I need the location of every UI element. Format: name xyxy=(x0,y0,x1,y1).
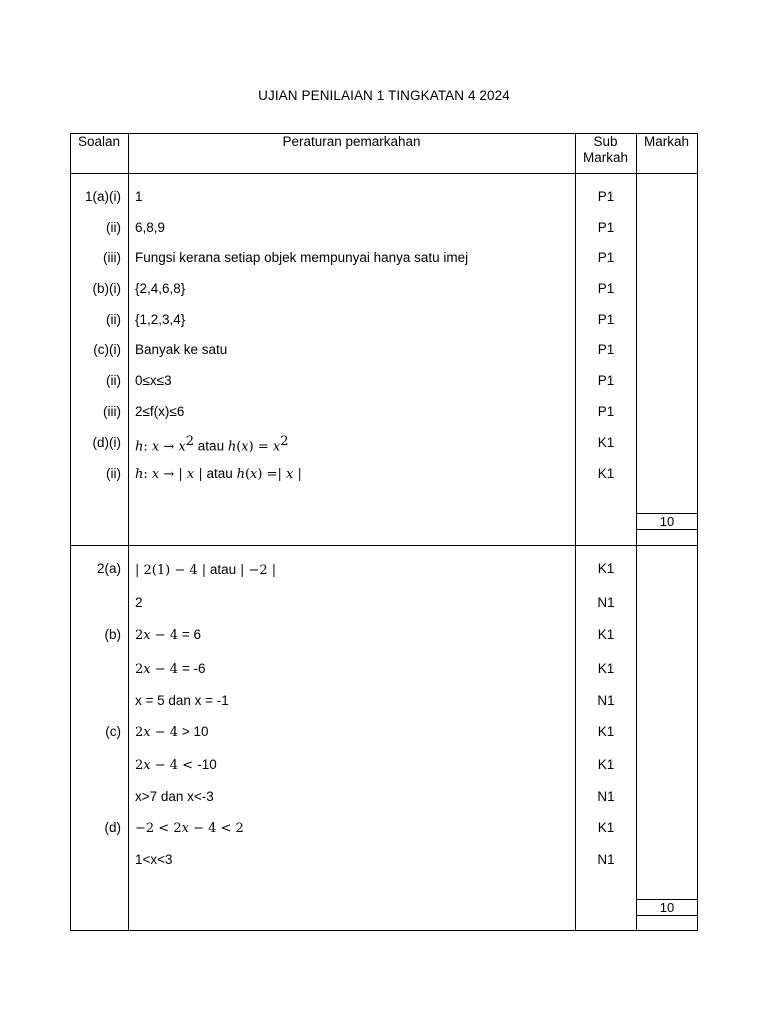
answer-formula: −2 < 2x − 4 < 2 xyxy=(135,821,244,836)
question-number: (d) xyxy=(104,820,121,835)
sub-mark: K1 xyxy=(597,435,615,450)
question-number: (b) xyxy=(104,627,121,642)
sub-mark: P1 xyxy=(597,342,615,357)
question-number: (c)(i) xyxy=(93,342,121,357)
page-title: UJIAN PENILAIAN 1 TINGKATAN 4 2024 xyxy=(258,88,510,103)
sub-mark: K1 xyxy=(597,466,615,481)
table-border-right xyxy=(697,133,698,931)
total-box-line xyxy=(636,529,698,530)
answer: 0≤x≤3 xyxy=(135,373,172,388)
total-mark: 10 xyxy=(659,900,675,915)
header-sub: Sub xyxy=(593,134,618,149)
answer: Fungsi kerana setiap objek mempunyai hanya satu imej xyxy=(135,250,469,265)
atau-label: atau xyxy=(197,438,225,454)
question-number: (ii) xyxy=(106,220,121,235)
atau-label: atau xyxy=(206,466,233,481)
question-number: (d)(i) xyxy=(92,435,121,450)
answer: x>7 dan x<-3 xyxy=(135,789,214,804)
header-soalan: Soalan xyxy=(77,134,121,149)
answer: {1,2,3,4} xyxy=(135,312,186,327)
answer-formula: h: $x \to x^2$ atau $h(x) = x^2$ xyxy=(135,434,289,455)
sub-mark: P1 xyxy=(597,404,615,419)
header-divider xyxy=(70,173,698,174)
question-number: 1(a)(i) xyxy=(85,189,121,204)
col-divider-3 xyxy=(636,133,637,931)
question-number: (b)(i) xyxy=(92,281,121,296)
answer: 1 xyxy=(135,189,143,204)
sub-mark: K1 xyxy=(597,627,615,642)
total-box-line xyxy=(636,915,698,916)
table-border-bottom xyxy=(70,930,698,931)
col-divider-2 xyxy=(575,133,576,931)
total-mark: 10 xyxy=(659,514,675,529)
sub-mark: K1 xyxy=(597,724,615,739)
sub-mark: P1 xyxy=(597,281,615,296)
col-divider-1 xyxy=(128,133,129,931)
sub-mark: P1 xyxy=(597,312,615,327)
answer-rhs: = -6 xyxy=(181,661,206,676)
sub-mark: K1 xyxy=(597,661,615,676)
question-number: (ii) xyxy=(106,312,121,327)
header-sub-markah-label: Markah xyxy=(582,150,628,165)
sub-mark: P1 xyxy=(597,250,615,265)
section-divider xyxy=(70,545,698,546)
answer-formula: 2x − 4 > 10 xyxy=(135,724,209,740)
question-number: (ii) xyxy=(106,466,121,481)
answer-rhs: -10 xyxy=(197,757,217,772)
answer: 6,8,9 xyxy=(135,220,166,235)
answer-rhs: = 6 xyxy=(181,627,201,642)
sub-mark: K1 xyxy=(597,561,615,576)
answer-formula: h: x → | x | atau h(x) =| x | xyxy=(135,466,302,482)
sub-mark: P1 xyxy=(597,189,615,204)
answer-formula: 2x − 4 = -6 xyxy=(135,661,206,677)
header-sub-markah xyxy=(575,134,636,166)
answer: x = 5 dan x = -1 xyxy=(135,693,229,708)
sub-mark: P1 xyxy=(597,373,615,388)
sub-mark: K1 xyxy=(597,757,615,772)
answer-formula: 2x − 4 < -10 xyxy=(135,757,217,773)
sub-mark: N1 xyxy=(597,693,615,708)
answer-formula: 2x − 4 = 6 xyxy=(135,627,201,643)
header-peraturan: Peraturan pemarkahan xyxy=(282,134,421,149)
question-number: (iii) xyxy=(103,404,121,419)
sub-mark: N1 xyxy=(597,595,615,610)
answer: 2 xyxy=(135,595,143,610)
question-number: (iii) xyxy=(103,250,121,265)
answer: {2,4,6,8} xyxy=(135,281,186,296)
sub-mark: P1 xyxy=(597,220,615,235)
answer: 1<x<3 xyxy=(135,852,173,867)
answer: Banyak ke satu xyxy=(135,342,228,357)
question-number: (c) xyxy=(105,724,121,739)
sub-mark: K1 xyxy=(597,820,615,835)
sub-mark: N1 xyxy=(597,789,615,804)
question-number: (ii) xyxy=(106,373,121,388)
sub-mark: N1 xyxy=(597,852,615,867)
answer: 2≤f(x)≤6 xyxy=(135,404,185,419)
atau-label: atau xyxy=(209,562,237,577)
header-markah: Markah xyxy=(643,134,689,149)
answer-rhs: > 10 xyxy=(181,724,209,739)
answer-formula: | 2(1) − 4 | atau | −2 | xyxy=(135,562,277,578)
question-number: 2(a) xyxy=(96,561,121,576)
